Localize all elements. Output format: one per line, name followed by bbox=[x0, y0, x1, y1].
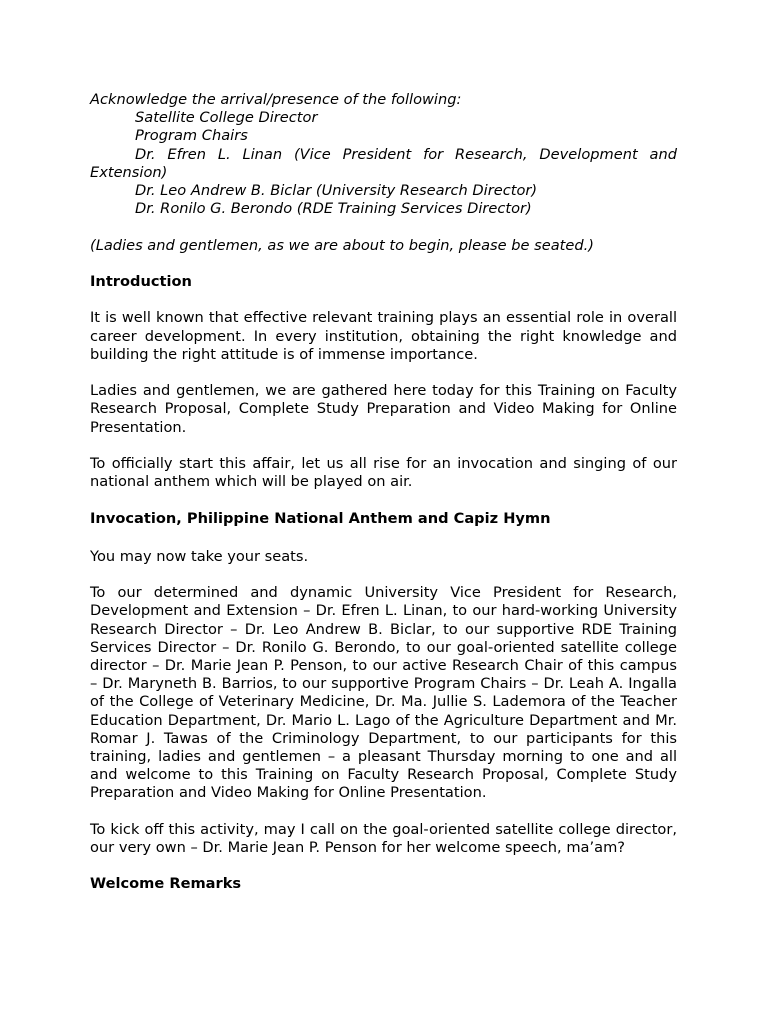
acknowledge-item: Dr. Efren L. Linan (Vice President for Research, Development and Extension) bbox=[90, 145, 677, 181]
paragraph: You may now take your seats. bbox=[90, 547, 309, 565]
acknowledge-item: Program Chairs bbox=[135, 127, 248, 145]
paragraph: Ladies and gentlemen, we are gathered here today for this Training on Faculty Research Proposal, Complete Study Preparation and Video Making for Online Presentation. bbox=[90, 382, 677, 436]
acknowledge-intro: Acknowledge the arrival/presence of the following: bbox=[90, 91, 462, 108]
acknowledge-item: Satellite College Director bbox=[135, 109, 318, 127]
section-heading-invocation: Invocation, Philippine National Anthem and Capiz Hymn bbox=[90, 509, 551, 527]
acknowledge-item: Dr. Ronilo G. Berondo (RDE Training Services Director) bbox=[135, 200, 532, 218]
acknowledge-item: Dr. Leo Andrew B. Biclar (University Research Director) bbox=[135, 182, 538, 200]
paragraph: To our determined and dynamic University Vice President for Research, Development and Extension – Dr. Efren L. Linan, to our hard-working University Research Director – Dr. Leo Andrew B. Biclar, to our supportive RDE Training Services Director – Dr. Ronilo G. Berondo, to our goal-oriented satellite college director – Dr. Marie Jean P. Penson, to our active Research Chair of this campus – Dr. Maryneth B. Barrios, to our supportive Program Chairs – Dr. Leah A. Ingalla of the College of Veterinary Medicine, Dr. Ma. Jullie S. Lademora of the Teacher Education Department, Dr. Mario L. Lago of the Agriculture Department and Mr. Romar J. Tawas of the Criminology Department, to our participants for this training, ladies and gentlemen – a pleasant Thursday morning to one and all and welcome to this Training on Faculty Research Proposal, Complete Study Preparation and Video Making for Online Presentation. bbox=[90, 584, 677, 802]
paragraph: To kick off this activity, may I call on the goal-oriented satellite college director, our very own – Dr. Marie Jean P. Penson for her welcome speech, ma’am? bbox=[90, 820, 677, 856]
paragraph: It is well known that effective relevant training plays an essential role in overall career development. In every institution, obtaining the right knowledge and building the right attitude is of immense importance. bbox=[90, 309, 677, 363]
section-heading-welcome: Welcome Remarks bbox=[90, 875, 242, 893]
seated-note: (Ladies and gentlemen, as we are about to begin, please be seated.) bbox=[90, 236, 594, 254]
paragraph: To officially start this affair, let us all rise for an invocation and singing of our national anthem which will be played on air. bbox=[90, 454, 677, 491]
document-page bbox=[90, 91, 677, 894]
section-heading-introduction: Introduction bbox=[90, 273, 192, 290]
